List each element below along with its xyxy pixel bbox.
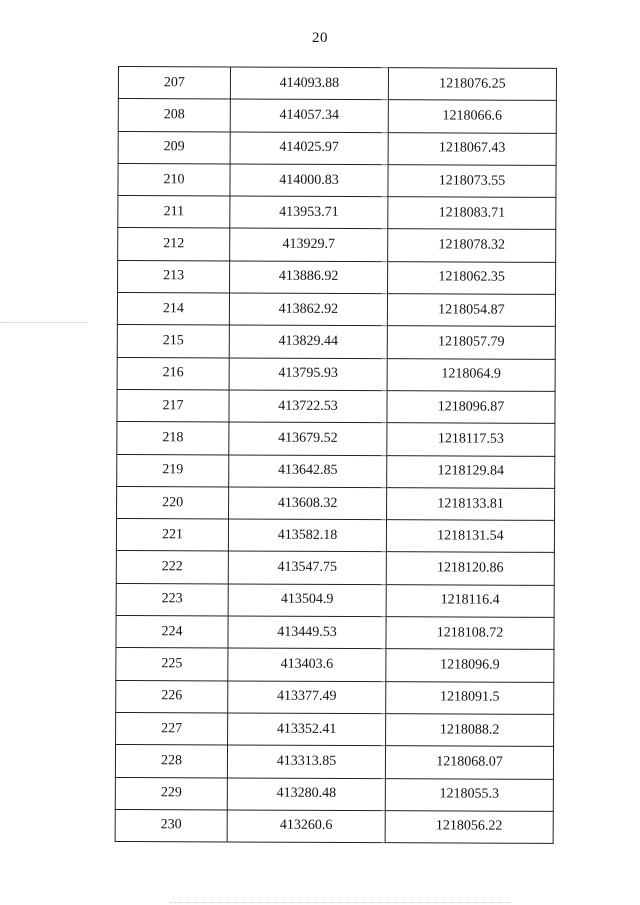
x-coordinate-cell: 414000.83 <box>230 164 388 197</box>
point-number-cell: 227 <box>116 712 228 745</box>
point-number-cell: 209 <box>118 131 230 164</box>
point-number-cell: 222 <box>116 551 228 584</box>
table-row <box>117 422 555 456</box>
table-row <box>116 648 554 682</box>
table-row <box>116 712 554 746</box>
x-coordinate-cell: 413403.6 <box>228 648 386 681</box>
point-number-cell: 210 <box>118 163 230 196</box>
point-number-cell: 230 <box>115 809 227 842</box>
y-coordinate-cell: 1218062.35 <box>388 261 556 294</box>
scan-artifact <box>0 322 88 323</box>
y-coordinate-cell: 1218131.54 <box>386 520 554 553</box>
y-coordinate-cell: 1218096.9 <box>386 649 554 682</box>
y-coordinate-cell: 1218054.87 <box>387 294 555 327</box>
x-coordinate-cell: 413547.75 <box>228 551 386 584</box>
table-row <box>116 551 554 585</box>
y-coordinate-cell: 1218078.32 <box>388 229 556 262</box>
y-coordinate-cell: 1218057.79 <box>387 326 555 359</box>
coordinates-table-body <box>115 67 556 844</box>
y-coordinate-cell: 1218083.71 <box>388 197 556 230</box>
x-coordinate-cell: 413280.48 <box>227 778 385 811</box>
coordinates-table <box>115 66 557 844</box>
y-coordinate-cell: 1218067.43 <box>388 132 556 165</box>
x-coordinate-cell: 414057.34 <box>230 99 388 132</box>
point-number-cell: 225 <box>116 648 228 681</box>
point-number-cell: 208 <box>118 99 230 132</box>
table-row <box>116 519 554 553</box>
x-coordinate-cell: 413829.44 <box>229 325 387 358</box>
y-coordinate-cell: 1218088.2 <box>386 714 554 747</box>
y-coordinate-cell: 1218076.25 <box>388 68 556 101</box>
scan-artifact <box>170 902 510 903</box>
x-coordinate-cell: 413642.85 <box>229 455 387 488</box>
x-coordinate-cell: 413260.6 <box>227 810 385 843</box>
point-number-cell: 211 <box>118 196 230 229</box>
y-coordinate-cell: 1218091.5 <box>386 681 554 714</box>
y-coordinate-cell: 1218116.4 <box>386 584 554 617</box>
table-row <box>118 260 556 294</box>
y-coordinate-cell: 1218096.87 <box>387 391 555 424</box>
table-row <box>115 809 553 843</box>
point-number-cell: 221 <box>116 519 228 552</box>
point-number-cell: 223 <box>116 583 228 616</box>
table-row <box>117 486 555 520</box>
table-row <box>117 389 555 423</box>
point-number-cell: 215 <box>117 325 229 358</box>
table-row <box>116 583 554 617</box>
point-number-cell: 214 <box>117 293 229 326</box>
point-number-cell: 219 <box>117 454 229 487</box>
point-number-cell: 207 <box>118 67 230 100</box>
y-coordinate-cell: 1218055.3 <box>385 778 553 811</box>
page-number: 20 <box>312 30 328 46</box>
x-coordinate-cell: 413862.92 <box>229 293 387 326</box>
y-coordinate-cell: 1218108.72 <box>386 617 554 650</box>
x-coordinate-cell: 413886.92 <box>230 261 388 294</box>
x-coordinate-cell: 414025.97 <box>230 132 388 165</box>
table-row <box>116 680 554 714</box>
point-number-cell: 212 <box>118 228 230 261</box>
y-coordinate-cell: 1218073.55 <box>388 165 556 198</box>
table-row <box>115 777 553 811</box>
point-number-cell: 224 <box>116 616 228 649</box>
x-coordinate-cell: 413722.53 <box>229 390 387 423</box>
y-coordinate-cell: 1218120.86 <box>386 552 554 585</box>
y-coordinate-cell: 1218117.53 <box>387 423 555 456</box>
y-coordinate-cell: 1218133.81 <box>387 488 555 521</box>
table-row <box>117 325 555 359</box>
table-row <box>115 745 553 779</box>
point-number-cell: 218 <box>117 422 229 455</box>
point-number-cell: 228 <box>115 745 227 778</box>
x-coordinate-cell: 413377.49 <box>228 681 386 714</box>
x-coordinate-cell: 413313.85 <box>227 745 385 778</box>
point-number-cell: 213 <box>118 260 230 293</box>
y-coordinate-cell: 1218129.84 <box>387 455 555 488</box>
x-coordinate-cell: 413608.32 <box>229 487 387 520</box>
x-coordinate-cell: 413504.9 <box>228 584 386 617</box>
point-number-cell: 216 <box>117 357 229 390</box>
point-number-cell: 217 <box>117 389 229 422</box>
table-row <box>118 163 556 197</box>
table-row <box>117 293 555 327</box>
table-row <box>117 357 555 391</box>
x-coordinate-cell: 413795.93 <box>229 358 387 391</box>
y-coordinate-cell: 1218066.6 <box>388 100 556 133</box>
point-number-cell: 229 <box>115 777 227 810</box>
x-coordinate-cell: 413953.71 <box>230 196 388 229</box>
point-number-cell: 220 <box>117 486 229 519</box>
y-coordinate-cell: 1218056.22 <box>385 811 553 844</box>
x-coordinate-cell: 413582.18 <box>228 519 386 552</box>
table-row <box>116 616 554 650</box>
x-coordinate-cell: 413449.53 <box>228 616 386 649</box>
table-row <box>118 99 556 133</box>
table-row <box>118 228 556 262</box>
x-coordinate-cell: 413679.52 <box>229 422 387 455</box>
x-coordinate-cell: 413929.7 <box>230 228 388 261</box>
x-coordinate-cell: 413352.41 <box>228 713 386 746</box>
table-row <box>118 196 556 230</box>
table-row <box>118 67 556 101</box>
y-coordinate-cell: 1218064.9 <box>387 358 555 391</box>
table-row <box>117 454 555 488</box>
point-number-cell: 226 <box>116 680 228 713</box>
y-coordinate-cell: 1218068.07 <box>385 746 553 779</box>
x-coordinate-cell: 414093.88 <box>230 67 388 100</box>
table-row <box>118 131 556 165</box>
